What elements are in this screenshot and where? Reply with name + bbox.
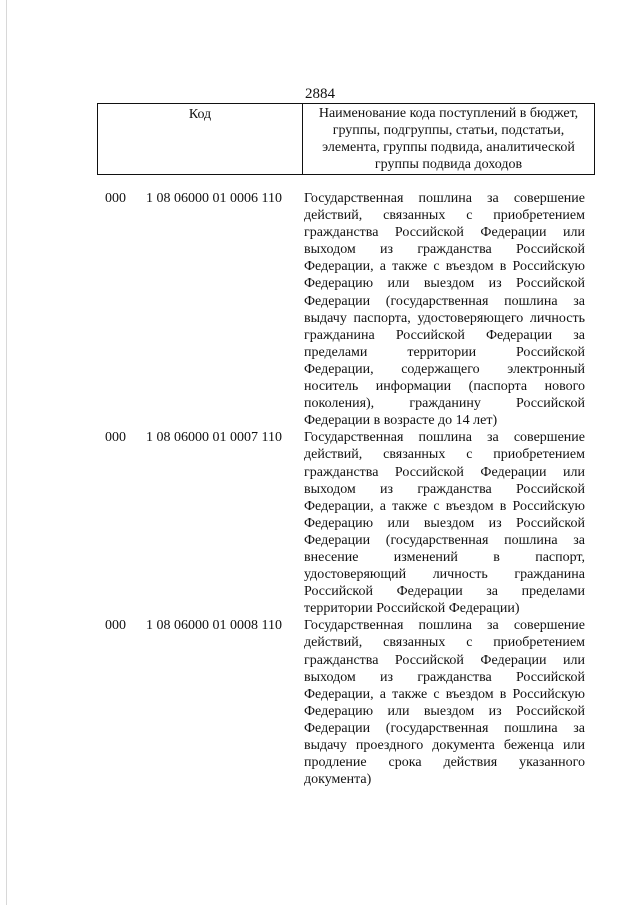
header-table [97, 103, 595, 175]
admin-code: 000 [105, 191, 126, 206]
income-codes-list [0, 190, 640, 788]
income-code: 1 08 06000 01 0007 110 [146, 430, 282, 446]
header-name-cell: Наименование кода поступлений в бюджет, группы, подгруппы, статьи, подстатьи, элемента, группы подвида, аналитической группы подвида доходов [303, 104, 595, 175]
header-row [98, 104, 595, 175]
admin-code: 000 [105, 430, 126, 446]
income-code: 1 08 06000 01 0008 110 [146, 618, 282, 634]
income-description: Государственная пошлина за совершение действий, связанных с приобретением гражданства Российской Федерации или выходом из гражданства Российской Федерации, а также с въездом в Российскую Федерацию или выездом из Российской Федерации (государственная пошлина за внесение изменений в паспорт, удостоверяющий личность гражданина Российской Федерации за пределами территории Российской Федерации) [304, 430, 585, 617]
page-number: 2884 [305, 86, 335, 102]
header-code-cell: Код [98, 104, 303, 175]
income-description: Государственная пошлина за совершение действий, связанных с приобретением гражданства Российской Федерации или выходом из гражданства Российской Федерации, а также с въездом в Российскую Федерацию или выездом из Российской Федерации (государственная пошлина за выдачу паспорта, удостоверяющего личность гражданина Российской Федерации за пределами территории Российской Федерации, содержащего электронный носитель информации (паспорта нового поколения), гражданину Российской Федерации в возрасте до 14 лет) [304, 191, 585, 429]
table-row [0, 617, 640, 788]
admin-code: 000 [105, 618, 126, 634]
income-description: Государственная пошлина за совершение действий, связанных с приобретением гражданства Российской Федерации или выходом из гражданства Российской Федерации, а также с въездом в Российскую Федерацию или выездом из Российской Федерации (государственная пошлина за выдачу проездного документа беженца или продление срока действия указанного документа) [304, 618, 585, 788]
income-code: 1 08 06000 01 0006 110 [146, 191, 282, 206]
table-row [0, 429, 640, 617]
table-row [0, 190, 640, 429]
